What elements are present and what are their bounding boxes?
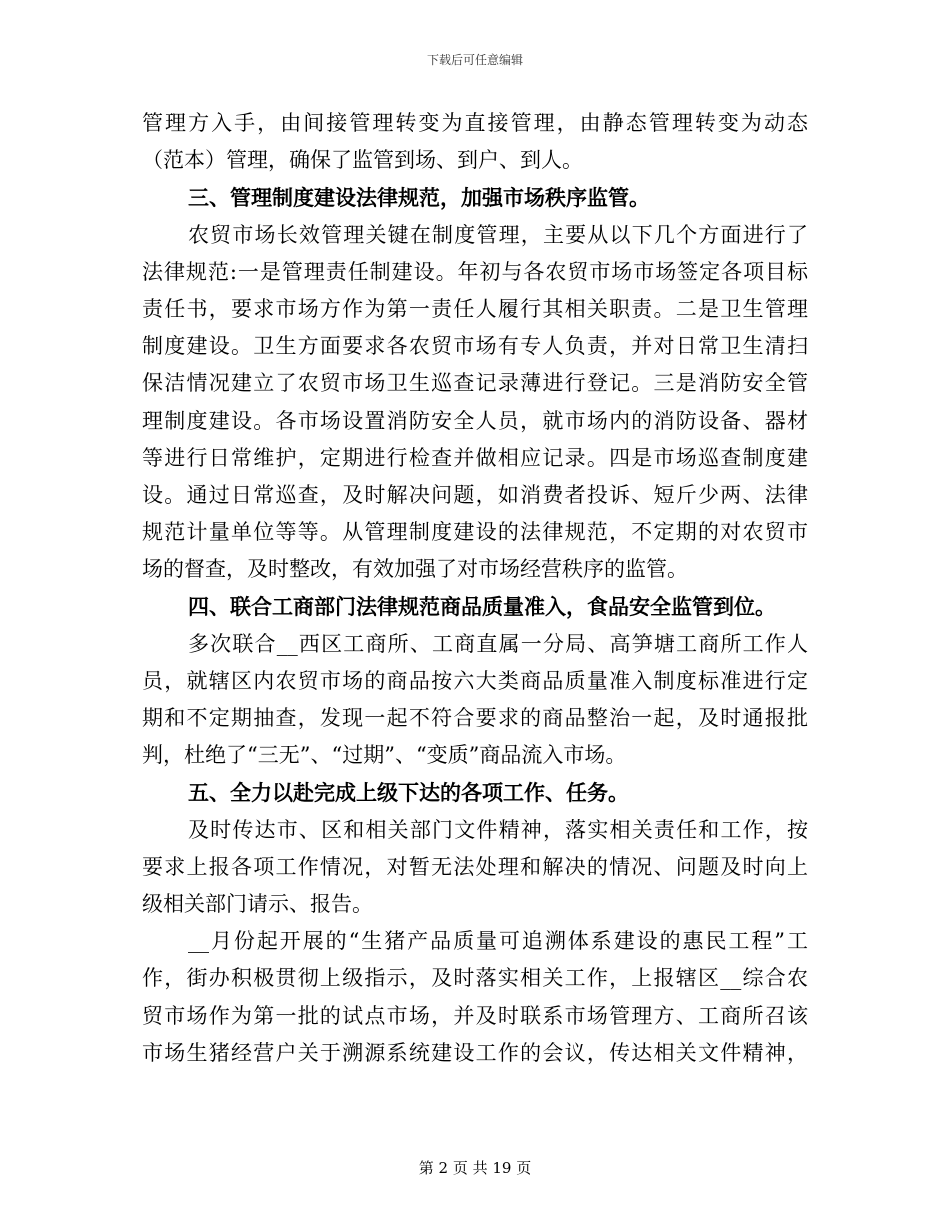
section-heading-3: 三、管理制度建设法律规范，加强市场秩序监管。: [188, 185, 650, 211]
paragraph-line: 制度建设。卫生方面要求各农贸市场有专人负责，并对日常卫生清扫: [142, 334, 808, 359]
paragraph-line: 及时传达市、区和相关部门文件精神，落实相关责任和工作，按: [188, 817, 808, 842]
paragraph-line: 规范计量单位等等。从管理制度建设的法律规范，不定期的对农贸市: [142, 520, 808, 545]
document-body: [142, 105, 808, 1072]
paragraph-line: 作，街办积极贯彻上级指示，及时落实相关工作，上报辖区__综合农: [142, 966, 808, 991]
paragraph-line: 场的督查，及时整改，有效加强了对市场经营秩序的监管。: [142, 557, 688, 582]
paragraph-line: 责任书，要求市场方作为第一责任人履行其相关职责。二是卫生管理: [142, 296, 808, 321]
paragraph-line: 设。通过日常巡查，及时解决问题，如消费者投诉、短斤少两、法律: [142, 482, 808, 507]
paragraph-line: 要求上报各项工作情况，对暂无法处理和解决的情况、问题及时向上: [142, 854, 808, 879]
paragraph-line: 贸市场作为第一批的试点市场，并及时联系市场管理方、工商所召该: [142, 1003, 808, 1028]
paragraph-line: __月份起开展的“生猪产品质量可追溯体系建设的惠民工程”工: [188, 929, 808, 954]
paragraph-line: 判，杜绝了“三无”、“过期”、“变质”商品流入市场。: [142, 743, 627, 768]
paragraph-line: （范本）管理，确保了监管到场、到户、到人。: [142, 148, 583, 173]
paragraph-line: 管理方入手，由间接管理转变为直接管理，由静态管理转变为动态: [142, 111, 808, 135]
paragraph-line: 等进行日常维护，定期进行检查并做相应记录。四是市场巡查制度建: [142, 445, 808, 470]
paragraph-line: 法律规范:一是管理责任制建设。年初与各农贸市场市场签定各项目标: [142, 259, 808, 284]
paragraph-line: 期和不定期抽查，发现一起不符合要求的商品整治一起，及时通报批: [142, 706, 808, 730]
paragraph-line: 多次联合__西区工商所、工商直属一分局、高笋塘工商所工作人: [188, 631, 808, 656]
section-heading-4: 四、联合工商部门法律规范商品质量准入，食品安全监管到位。: [188, 594, 776, 620]
page-number: 第 2 页 共 19 页: [418, 1159, 532, 1177]
paragraph-line: 级相关部门请示、报告。: [142, 891, 373, 916]
paragraph-line: 农贸市场长效管理关键在制度管理，主要从以下几个方面进行了: [188, 222, 808, 247]
page-header-note: 下载后可任意编辑: [426, 53, 523, 67]
section-heading-5: 五、全力以赴完成上级下达的各项工作、任务。: [188, 780, 629, 806]
paragraph-line: 理制度建设。各市场设置消防安全人员，就市场内的消防设备、器材: [142, 408, 808, 433]
paragraph-line: 保洁情况建立了农贸市场卫生巡查记录薄进行登记。三是消防安全管: [142, 371, 808, 396]
paragraph-line: 市场生猪经营户关于溯源系统建设工作的会议，传达相关文件精神，: [142, 1040, 808, 1065]
paragraph-line: 员，就辖区内农贸市场的商品按六大类商品质量准入制度标准进行定: [142, 668, 808, 693]
